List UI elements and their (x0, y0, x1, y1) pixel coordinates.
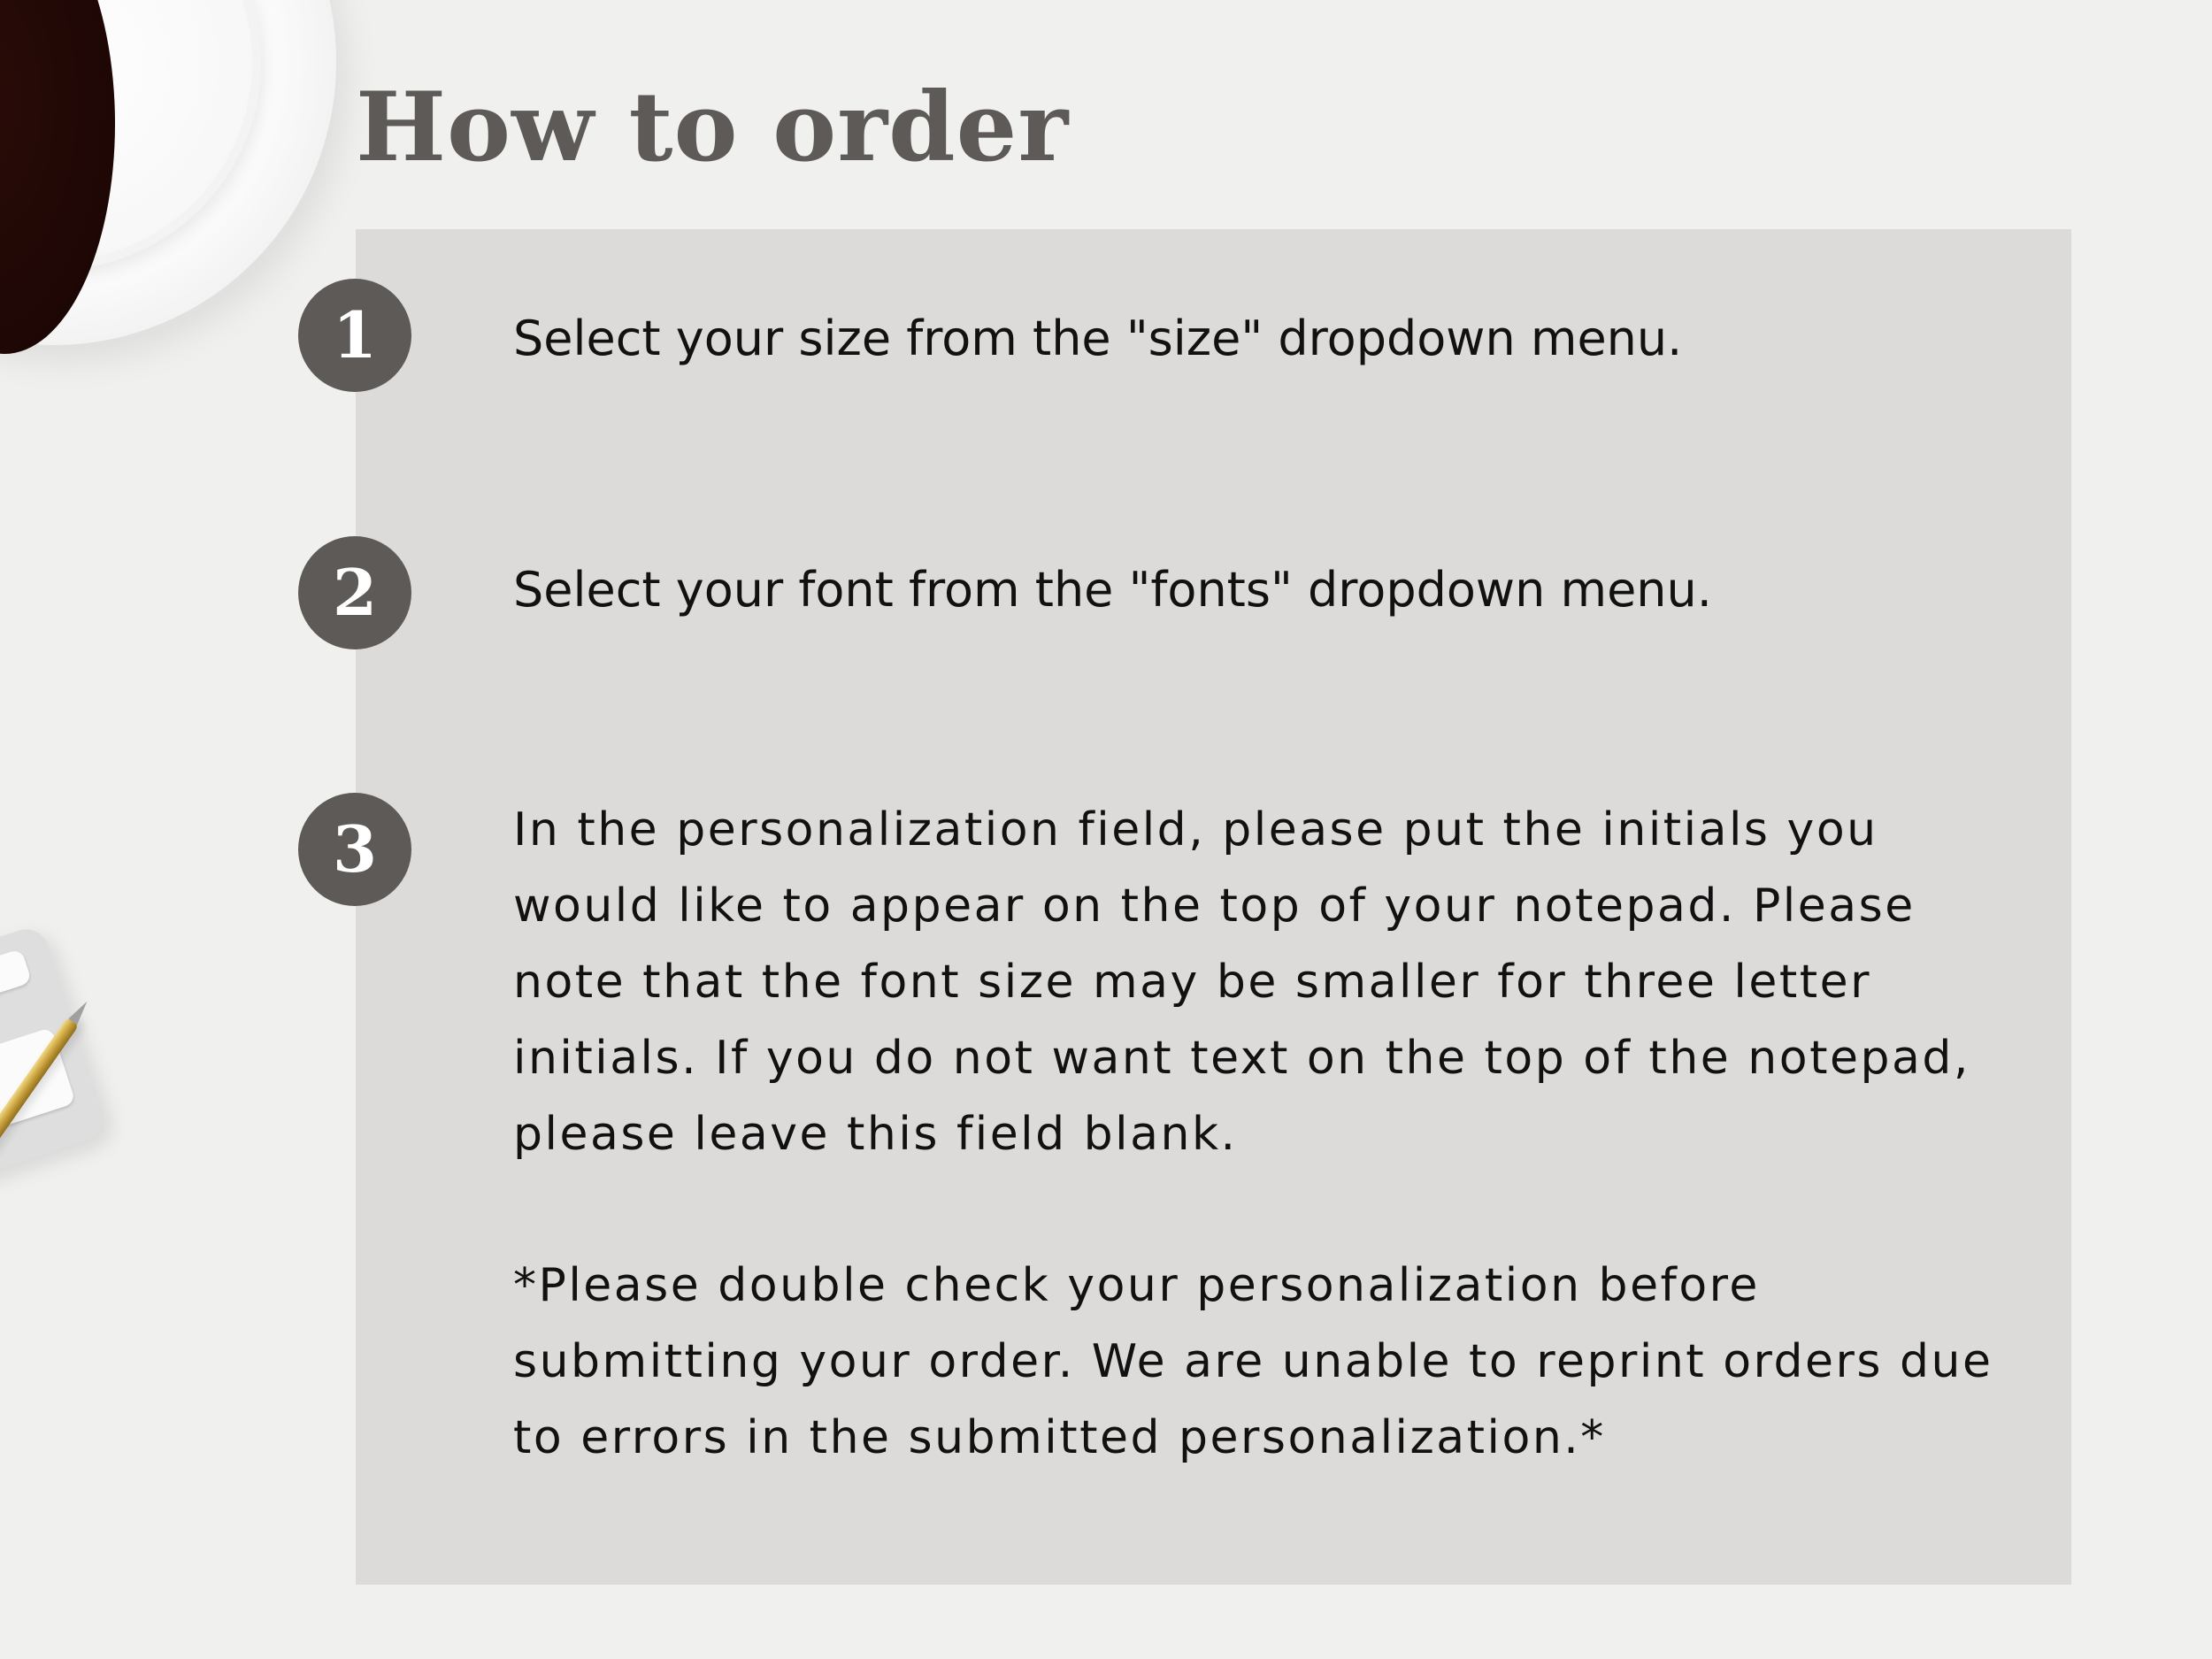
step-3-badge: 3 (298, 793, 411, 906)
step-1-badge: 1 (298, 279, 411, 392)
page-title: How to order (356, 72, 1070, 183)
step-1-text: Select your size from the "size" dropdown menu. (513, 311, 1683, 366)
keyboard-key (0, 949, 32, 1002)
step-3-text: In the personalization field, please put the initials you would like to appear on the top of your notepad. Please note that the font size may be smaller for three letter initials. If you do not want text on the top of the notepad, please leave this field blank. (513, 803, 1970, 1161)
step-2-badge: 2 (298, 536, 411, 649)
note-text: *Please double check your personalization before submitting your order. We are unable to reprint orders due to errors in the submitted personalization.* (513, 1259, 1993, 1464)
pen-tip (68, 998, 91, 1025)
step-2-text: Select your font from the "fonts" dropdown menu. (513, 562, 1712, 618)
